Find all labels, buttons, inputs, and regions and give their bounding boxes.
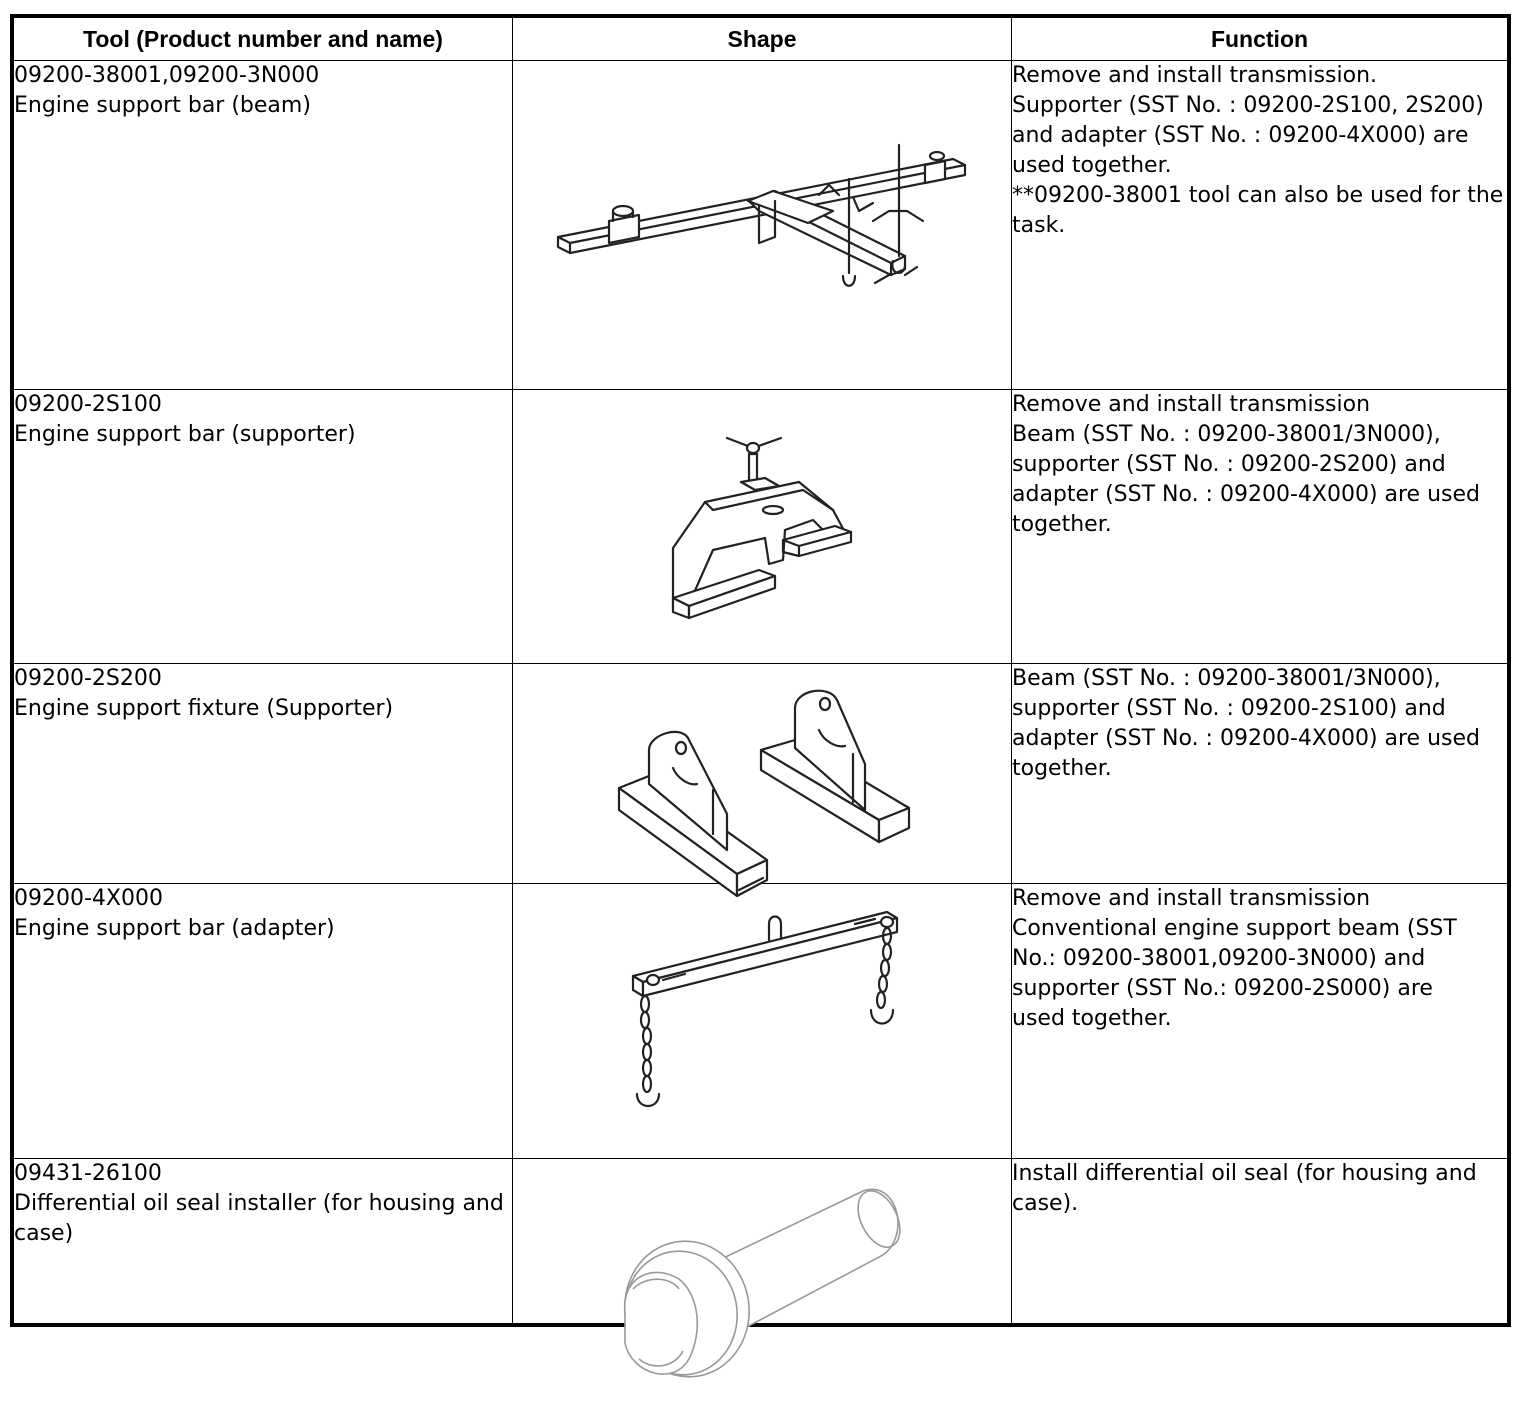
function-line: Beam (SST No. : 09200-38001/3N000), <box>1012 421 1441 447</box>
function-line: together. <box>1012 756 1112 782</box>
product-name-cont: case) <box>14 1220 74 1246</box>
tool-cell <box>14 1158 513 1323</box>
supporter-bracket-drawing <box>513 390 1011 641</box>
table-row <box>14 1158 1508 1323</box>
product-number: 09200-2S200 <box>14 666 162 692</box>
adapter-bar-with-chains-drawing <box>513 884 1011 1135</box>
engine-support-beam-drawing <box>513 61 1011 312</box>
function-line: used together. <box>1012 153 1172 178</box>
function-line: **09200-38001 tool can also be used for the <box>1012 183 1504 208</box>
function-line: together. <box>1012 511 1112 537</box>
function-cell <box>1012 389 1508 663</box>
function-line: adapter (SST No. : 09200-4X000) are used <box>1012 726 1480 752</box>
table-row <box>14 664 1508 884</box>
function-line: Remove and install transmission <box>1012 886 1371 912</box>
tool-cell <box>14 61 513 390</box>
product-name: Engine support bar (beam) <box>14 93 311 118</box>
product-number: 09200-2S100 <box>14 391 162 417</box>
header-shape: Shape <box>513 18 1012 61</box>
product-name: Engine support bar (supporter) <box>14 421 356 447</box>
shape-cell <box>513 884 1012 1158</box>
function-cell <box>1012 884 1508 1158</box>
shape-cell <box>513 664 1012 884</box>
table-row <box>14 61 1508 390</box>
function-line: and adapter (SST No. : 09200-4X000) are <box>1012 123 1469 148</box>
shape-cell <box>513 1158 1012 1323</box>
function-line: No.: 09200-38001,09200-3N000) and <box>1012 946 1426 972</box>
shape-cell <box>513 61 1012 390</box>
support-fixture-pair-drawing <box>513 664 1011 915</box>
function-line: Remove and install transmission <box>1012 391 1371 417</box>
function-cell <box>1012 664 1508 884</box>
function-line: used together. <box>1012 1006 1172 1032</box>
product-number: 09200-4X000 <box>14 886 163 912</box>
tool-cell <box>14 389 513 663</box>
tool-table-frame <box>10 14 1511 1327</box>
table-header-row <box>14 18 1508 61</box>
header-function: Function <box>1012 18 1508 61</box>
function-line: adapter (SST No. : 09200-4X000) are used <box>1012 481 1480 507</box>
function-line: task. <box>1012 213 1066 238</box>
function-line: Beam (SST No. : 09200-38001/3N000), <box>1012 666 1441 692</box>
function-line: supporter (SST No. : 09200-2S200) and <box>1012 451 1446 477</box>
product-name: Engine support bar (adapter) <box>14 916 335 942</box>
function-line: Install differential oil seal (for housing and <box>1012 1160 1477 1186</box>
product-number: 09431-26100 <box>14 1160 162 1186</box>
product-number: 09200-38001,09200-3N000 <box>14 63 320 88</box>
tool-cell <box>14 884 513 1158</box>
function-cell <box>1012 61 1508 390</box>
tool-cell <box>14 664 513 884</box>
table-row <box>14 884 1508 1158</box>
function-line: supporter (SST No.: 09200-2S000) are <box>1012 976 1433 1002</box>
table-row <box>14 389 1508 663</box>
function-cell <box>1012 1158 1508 1323</box>
function-line: Conventional engine support beam (SST <box>1012 916 1457 942</box>
oil-seal-installer-drawing <box>513 1159 1011 1410</box>
special-tools-table <box>13 17 1508 1324</box>
function-line: Remove and install transmission. <box>1012 63 1378 88</box>
header-tool: Tool (Product number and name) <box>14 18 513 61</box>
product-name: Engine support fixture (Supporter) <box>14 696 394 722</box>
function-line: supporter (SST No. : 09200-2S100) and <box>1012 696 1446 722</box>
function-line: case). <box>1012 1190 1079 1216</box>
function-line: Supporter (SST No. : 09200-2S100, 2S200) <box>1012 93 1484 118</box>
product-name: Differential oil seal installer (for housing and <box>14 1190 504 1216</box>
shape-cell <box>513 389 1012 663</box>
